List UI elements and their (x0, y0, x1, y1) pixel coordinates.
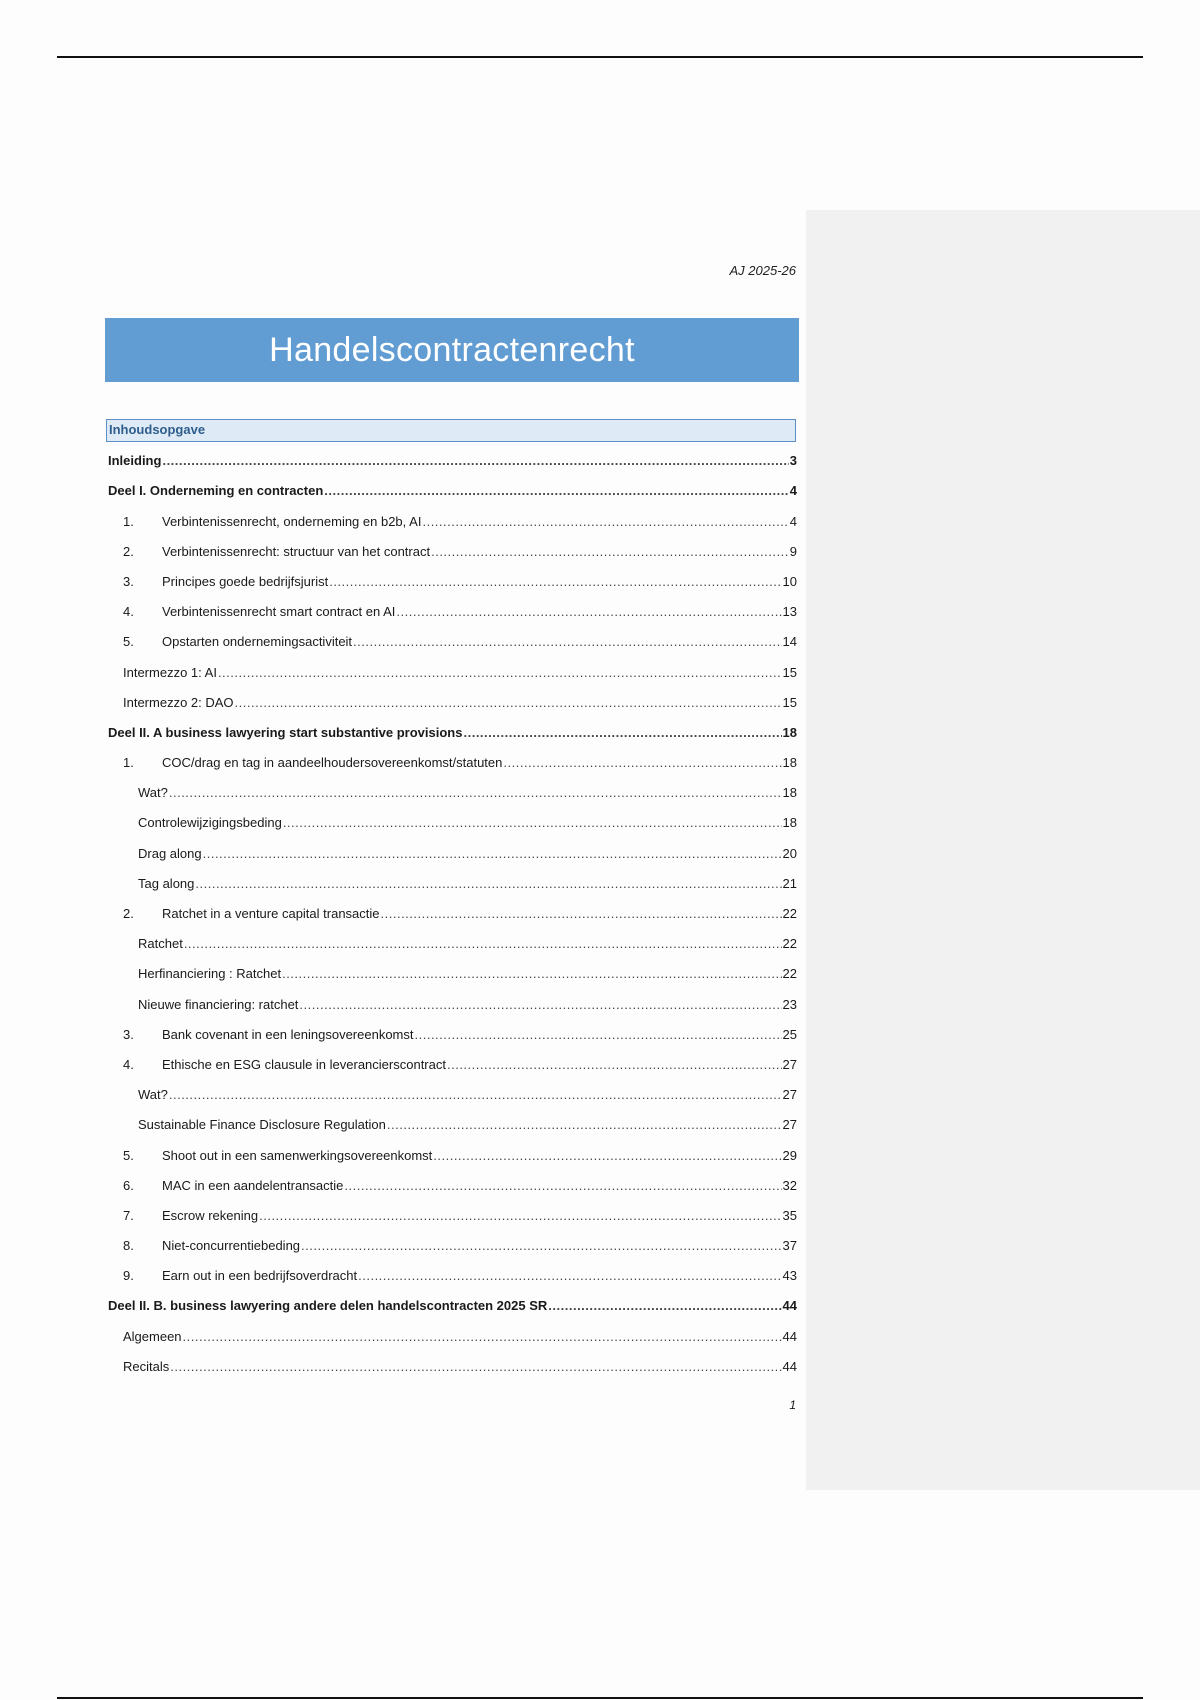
toc-entry-title: COC/drag en tag in aandeelhoudersovereenkomst/statuten (162, 755, 503, 771)
toc-entry[interactable] (107, 1020, 797, 1050)
toc-entry-title: MAC in een aandelentransactie (162, 1177, 344, 1193)
toc-entry-title: Deel II. B. business lawyering andere delen handelscontracten 2025 SR (108, 1298, 548, 1314)
toc-entry-number: 2. (123, 543, 134, 559)
toc-entry-title: Wat? (138, 1087, 168, 1103)
toc-dot-leader (203, 839, 782, 869)
toc-entry-page: 22 (782, 966, 797, 982)
toc-dot-leader (183, 1322, 782, 1352)
toc-entry-title: Principes goede bedrijfsjurist (162, 573, 329, 589)
toc-entry[interactable] (107, 627, 797, 657)
toc-entry-number: 1. (123, 755, 134, 771)
toc-dot-leader (447, 1050, 782, 1080)
toc-entry-title: Sustainable Finance Disclosure Regulation (138, 1117, 386, 1133)
toc-entry-page: 4 (789, 483, 797, 499)
toc-entry[interactable] (107, 1201, 797, 1231)
toc-entry-number: 5. (123, 1147, 134, 1163)
toc-entry[interactable] (107, 989, 797, 1019)
toc-entry-page: 22 (782, 906, 797, 921)
toc-entry-page: 44 (782, 1298, 797, 1314)
toc-dot-leader (283, 808, 782, 838)
toc-entry-number: 5. (123, 634, 134, 650)
document-title: Handelscontractenrecht (105, 318, 799, 382)
toc-entry-number: 1. (123, 513, 134, 529)
toc-entry-title: Tag along (138, 875, 195, 891)
toc-entry[interactable] (107, 899, 797, 929)
toc-dot-leader (259, 1201, 781, 1231)
toc-dot-leader (282, 959, 781, 989)
toc-entry[interactable] (107, 446, 797, 476)
toc-dot-leader (169, 778, 782, 808)
toc-entry-title: Intermezzo 2: DAO (123, 694, 234, 710)
toc-entry[interactable] (107, 838, 797, 868)
toc-entry-title: Algemeen (123, 1328, 182, 1344)
toc-dot-leader (358, 1261, 781, 1291)
toc-entry-page: 15 (782, 694, 797, 710)
toc-dot-leader (344, 1171, 781, 1201)
toc-entry[interactable] (107, 506, 797, 536)
toc-entry-page: 14 (782, 634, 797, 650)
toc-entry[interactable] (107, 718, 797, 748)
toc-entry-title: Earn out in een bedrijfsoverdracht (162, 1268, 358, 1284)
toc-entry-title: Drag along (138, 845, 202, 861)
toc-entry[interactable] (107, 869, 797, 899)
toc-entry-title: Verbintenissenrecht, onderneming en b2b, AI (162, 513, 422, 529)
toc-entry[interactable] (107, 748, 797, 778)
toc-entry-page: 29 (782, 1147, 797, 1163)
toc-dot-leader (381, 899, 782, 929)
toc-entry-title: Herfinanciering : Ratchet (138, 966, 282, 982)
toc-entry-page: 9 (789, 543, 797, 559)
toc-entry-page: 27 (782, 1056, 797, 1072)
toc-entry-page: 18 (782, 724, 797, 740)
toc-entry-number: 2. (123, 906, 134, 921)
toc-entry-number: 3. (123, 1026, 134, 1042)
toc-entry-page: 21 (782, 875, 797, 891)
toc-entry[interactable] (107, 959, 797, 989)
toc-entry-number: 4. (123, 1056, 134, 1072)
toc-entry[interactable] (107, 929, 797, 959)
toc-entry-page: 25 (782, 1026, 797, 1042)
toc-entry[interactable] (107, 1291, 797, 1321)
toc-entry-title: Ethische en ESG clausule in leverancierscontract (162, 1056, 446, 1072)
toc-entry-title: Opstarten ondernemingsactiviteit (162, 634, 353, 650)
toc-entry-page: 20 (782, 845, 797, 861)
toc-entry[interactable] (107, 1352, 797, 1382)
toc-entry-page: 4 (789, 513, 797, 529)
toc-dot-leader (301, 1231, 782, 1261)
toc-entry-page: 27 (782, 1087, 797, 1103)
toc-dot-leader (299, 990, 781, 1020)
toc-entry-page: 37 (782, 1238, 797, 1254)
toc-entry-title: Escrow rekening (162, 1207, 259, 1223)
toc-entry-page: 35 (782, 1207, 797, 1223)
toc-entry-page: 18 (782, 755, 797, 771)
toc-entry[interactable] (107, 1321, 797, 1351)
toc-dot-leader (503, 748, 781, 778)
toc-entry-title: Niet-concurrentiebeding (162, 1238, 301, 1254)
toc-dot-leader (548, 1291, 781, 1321)
toc-entry[interactable] (107, 567, 797, 597)
toc-entry-page: 13 (782, 604, 797, 620)
toc-entry[interactable] (107, 657, 797, 687)
toc-entry-page: 3 (789, 453, 797, 469)
toc-entry-title: Shoot out in een samenwerkingsovereenkomst (162, 1147, 433, 1163)
toc-dot-leader (195, 869, 781, 899)
table-of-contents (107, 446, 797, 1382)
toc-entry[interactable] (107, 1231, 797, 1261)
toc-dot-leader (415, 1020, 782, 1050)
toc-dot-leader (463, 718, 781, 748)
toc-dot-leader (431, 537, 789, 567)
toc-entry-number: 6. (123, 1177, 134, 1193)
toc-dot-leader (396, 597, 781, 627)
toc-entry-number: 3. (123, 573, 134, 589)
toc-entry-number: 8. (123, 1238, 134, 1254)
toc-entry[interactable] (107, 778, 797, 808)
toc-dot-leader (169, 1080, 782, 1110)
toc-entry-title: Intermezzo 1: AI (123, 664, 217, 680)
page-number: 1 (789, 1398, 796, 1412)
toc-entry[interactable] (107, 1080, 797, 1110)
toc-entry-page: 18 (782, 785, 797, 801)
toc-entry-title: Deel I. Onderneming en contracten (108, 483, 324, 499)
toc-dot-leader (170, 1352, 781, 1382)
toc-entry[interactable] (107, 1140, 797, 1170)
header-rule (57, 56, 1143, 58)
toc-entry-title: Controlewijzigingsbeding (138, 815, 282, 831)
toc-entry[interactable] (107, 1171, 797, 1201)
academic-year: AJ 2025-26 (729, 263, 796, 278)
toc-entry[interactable] (107, 476, 797, 506)
toc-dot-leader (235, 688, 782, 718)
toc-entry[interactable] (107, 688, 797, 718)
toc-dot-leader (218, 658, 782, 688)
toc-entry[interactable] (107, 1110, 797, 1140)
toc-entry[interactable] (107, 1261, 797, 1291)
toc-entry-title: Deel II. A business lawyering start substantive provisions (108, 724, 463, 740)
toc-dot-leader (329, 567, 781, 597)
toc-entry-title: Recitals (123, 1358, 170, 1374)
toc-entry-title: Verbintenissenrecht: structuur van het contract (162, 543, 431, 559)
toc-dot-leader (433, 1141, 781, 1171)
toc-entry-page: 23 (782, 996, 797, 1012)
toc-entry-title: Ratchet (138, 936, 183, 952)
toc-entry[interactable] (107, 537, 797, 567)
toc-entry-number: 9. (123, 1268, 134, 1284)
toc-entry-title: Nieuwe financiering: ratchet (138, 996, 299, 1012)
toc-entry-title: Wat? (138, 785, 168, 801)
toc-entry-page: 22 (782, 936, 797, 952)
footer-rule (57, 1697, 1143, 1699)
toc-entry-title: Bank covenant in een leningsovereenkomst (162, 1026, 414, 1042)
toc-entry-page: 44 (782, 1328, 797, 1344)
toc-entry-title: Inleiding (108, 453, 162, 469)
toc-dot-leader (353, 627, 781, 657)
toc-dot-leader (422, 507, 788, 537)
toc-heading: Inhoudsopgave (106, 419, 796, 442)
toc-entry-page: 43 (782, 1268, 797, 1284)
toc-entry-page: 10 (782, 573, 797, 589)
toc-entry-page: 32 (782, 1177, 797, 1193)
toc-entry-title: Verbintenissenrecht smart contract en AI (162, 604, 396, 620)
toc-dot-leader (162, 446, 788, 476)
toc-entry-page: 27 (782, 1117, 797, 1133)
toc-entry[interactable] (107, 808, 797, 838)
toc-entry-page: 15 (782, 664, 797, 680)
comment-pane (806, 210, 1200, 1490)
toc-dot-leader (184, 929, 782, 959)
toc-dot-leader (387, 1110, 782, 1140)
toc-entry[interactable] (107, 597, 797, 627)
toc-entry-number: 7. (123, 1207, 134, 1223)
toc-entry[interactable] (107, 1050, 797, 1080)
toc-entry-page: 44 (782, 1358, 797, 1374)
toc-entry-page: 18 (782, 815, 797, 831)
toc-entry-number: 4. (123, 604, 134, 620)
toc-dot-leader (324, 476, 788, 506)
toc-entry-title: Ratchet in a venture capital transactie (162, 906, 380, 921)
